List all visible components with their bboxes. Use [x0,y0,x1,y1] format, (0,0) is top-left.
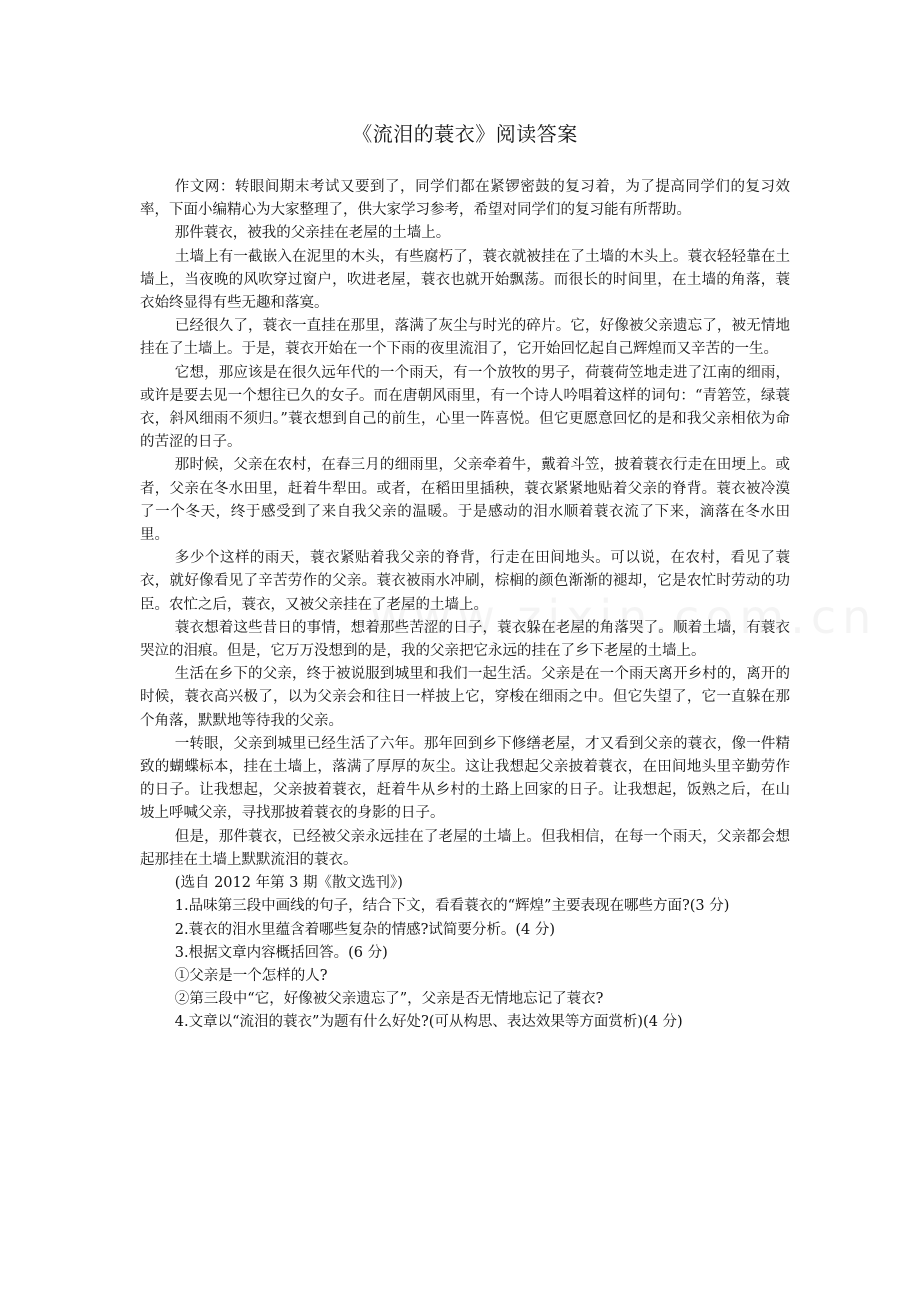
paragraph: 多少个这样的雨天，蓑衣紧贴着我父亲的脊背，行走在田间地头。可以说，在农村，看见了蓑衣，就好像看见了辛苦劳作的父亲。蓑衣被雨水冲刷，棕榈的颜色渐渐的褪却，它是农忙时劳动的功臣。农忙之后，蓑衣，又被父亲挂在了老屋的土墙上。 [140,550,790,613]
question-4: 4.文章以“流泪的蓑衣”为题有什么好处?(可从构思、表达效果等方面赏析)(4 分) [174,1014,683,1031]
question-1: 1.品味第三段中画线的句子，结合下文，看看蓑衣的“辉煌”主要表现在哪些方面?(3 分) [174,898,730,915]
paragraph: 蓑衣想着这些昔日的事情，想着那些苦涩的日子，蓑衣躲在老屋的角落哭了。顺着土墙，有蓑衣哭泣的泪痕。但是，它万万没想到的是，我的父亲把它永远的挂在了乡下老屋的土墙上。 [140,619,790,660]
question-2: 2.蓑衣的泪水里蕴含着哪些复杂的情感?试简要分析。(4 分) [174,921,556,938]
question-3: 3.根据文章内容概括回答。(6 分) [174,944,388,961]
paragraph-intro: 作文网：转眼间期末考试又要到了，同学们都在紧锣密鼓的复习着，为了提高同学们的复习效率，下面小编精心为大家整理了，供大家学习参考，希望对同学们的复习能有所帮助。 [140,179,790,219]
paragraph: 土墙上有一截嵌入在泥里的木头，有些腐朽了，蓑衣就被挂在了土墙的木头上。蓑衣轻轻靠在土墙上，当夜晚的风吹穿过窗户，吹进老屋，蓑衣也就开始飘荡。而很长的时间里，在土墙的角落，蓑衣始终显得有些无趣和落寞。 [140,248,790,312]
document-page [140,118,790,1035]
source-citation: (选自 2012 年第 3 期《散文选刊》) [174,875,403,892]
paragraph: 一转眼，父亲到城里已经生活了六年。那年回到乡下修缮老屋，才又看到父亲的蓑衣，像一件精致的蝴蝶标本，挂在土墙上，落满了厚厚的灰尘。这让我想起父亲披着蓑衣，在田间地头里辛勤劳作的日子。让我想起，父亲披着蓑衣，赶着牛从乡村的土路上回家的日子。让我想起，饭熟之后，在山坡上呼喊父亲，寻找那披着蓑衣的身影的日子。 [140,735,790,822]
paragraph: 那时候，父亲在农村，在春三月的细雨里，父亲牵着牛，戴着斗笠，披着蓑衣行走在田埂上。或者，父亲在冬水田里，赶着牛犁田。或者，在稻田里插秧，蓑衣紧紧地贴着父亲的脊背。蓑衣被冷漠了一个冬天，终于感受到了来自我父亲的温暖。于是感动的泪水顺着蓑衣流了下来，滴落在冬水田里。 [140,457,790,544]
paragraph: 生活在乡下的父亲，终于被说服到城里和我们一起生活。父亲是在一个雨天离开乡村的，离开的时候，蓑衣高兴极了，以为父亲会和往日一样披上它，穿梭在细雨之中。但它失望了，它一直躲在那个角落，默默地等待我的父亲。 [140,666,790,729]
document-body [140,176,790,1035]
question-3-sub-2: ②第三段中“它，好像被父亲遗忘了”，父亲是否无情地忘记了蓑衣? [174,991,604,1008]
paragraph: 它想，那应该是在很久远年代的一个雨天，有一个放牧的男子，荷蓑荷笠地走进了江南的细雨，或许是要去见一个想往已久的女子。而在唐朝风雨里，有一个诗人吟唱着这样的词句：“青箬笠，绿蓑衣，斜风细雨不须归。”蓑衣想到自己的前生，心里一阵喜悦。但它更愿意回忆的是和我父亲相依为命的苦涩的日子。 [140,364,790,451]
paragraph: 已经很久了，蓑衣一直挂在那里，落满了灰尘与时光的碎片。它，好像被父亲遗忘了，被无情地挂在了土墙上。于是，蓑衣开始在一个下雨的夜里流泪了，它开始回忆起自己辉煌而又辛苦的一生。 [140,318,790,358]
question-3-sub-1: ①父亲是一个怎样的人? [174,967,328,984]
document-title: 《流泪的蓑衣》阅读答案 [352,122,578,146]
paragraph: 那件蓑衣，被我的父亲挂在老屋的土墙上。 [174,225,451,242]
paragraph: 但是，那件蓑衣，已经被父亲永远挂在了老屋的土墙上。但我相信，在每一个雨天，父亲都会想起那挂在土墙上默默流泪的蓑衣。 [140,828,790,868]
